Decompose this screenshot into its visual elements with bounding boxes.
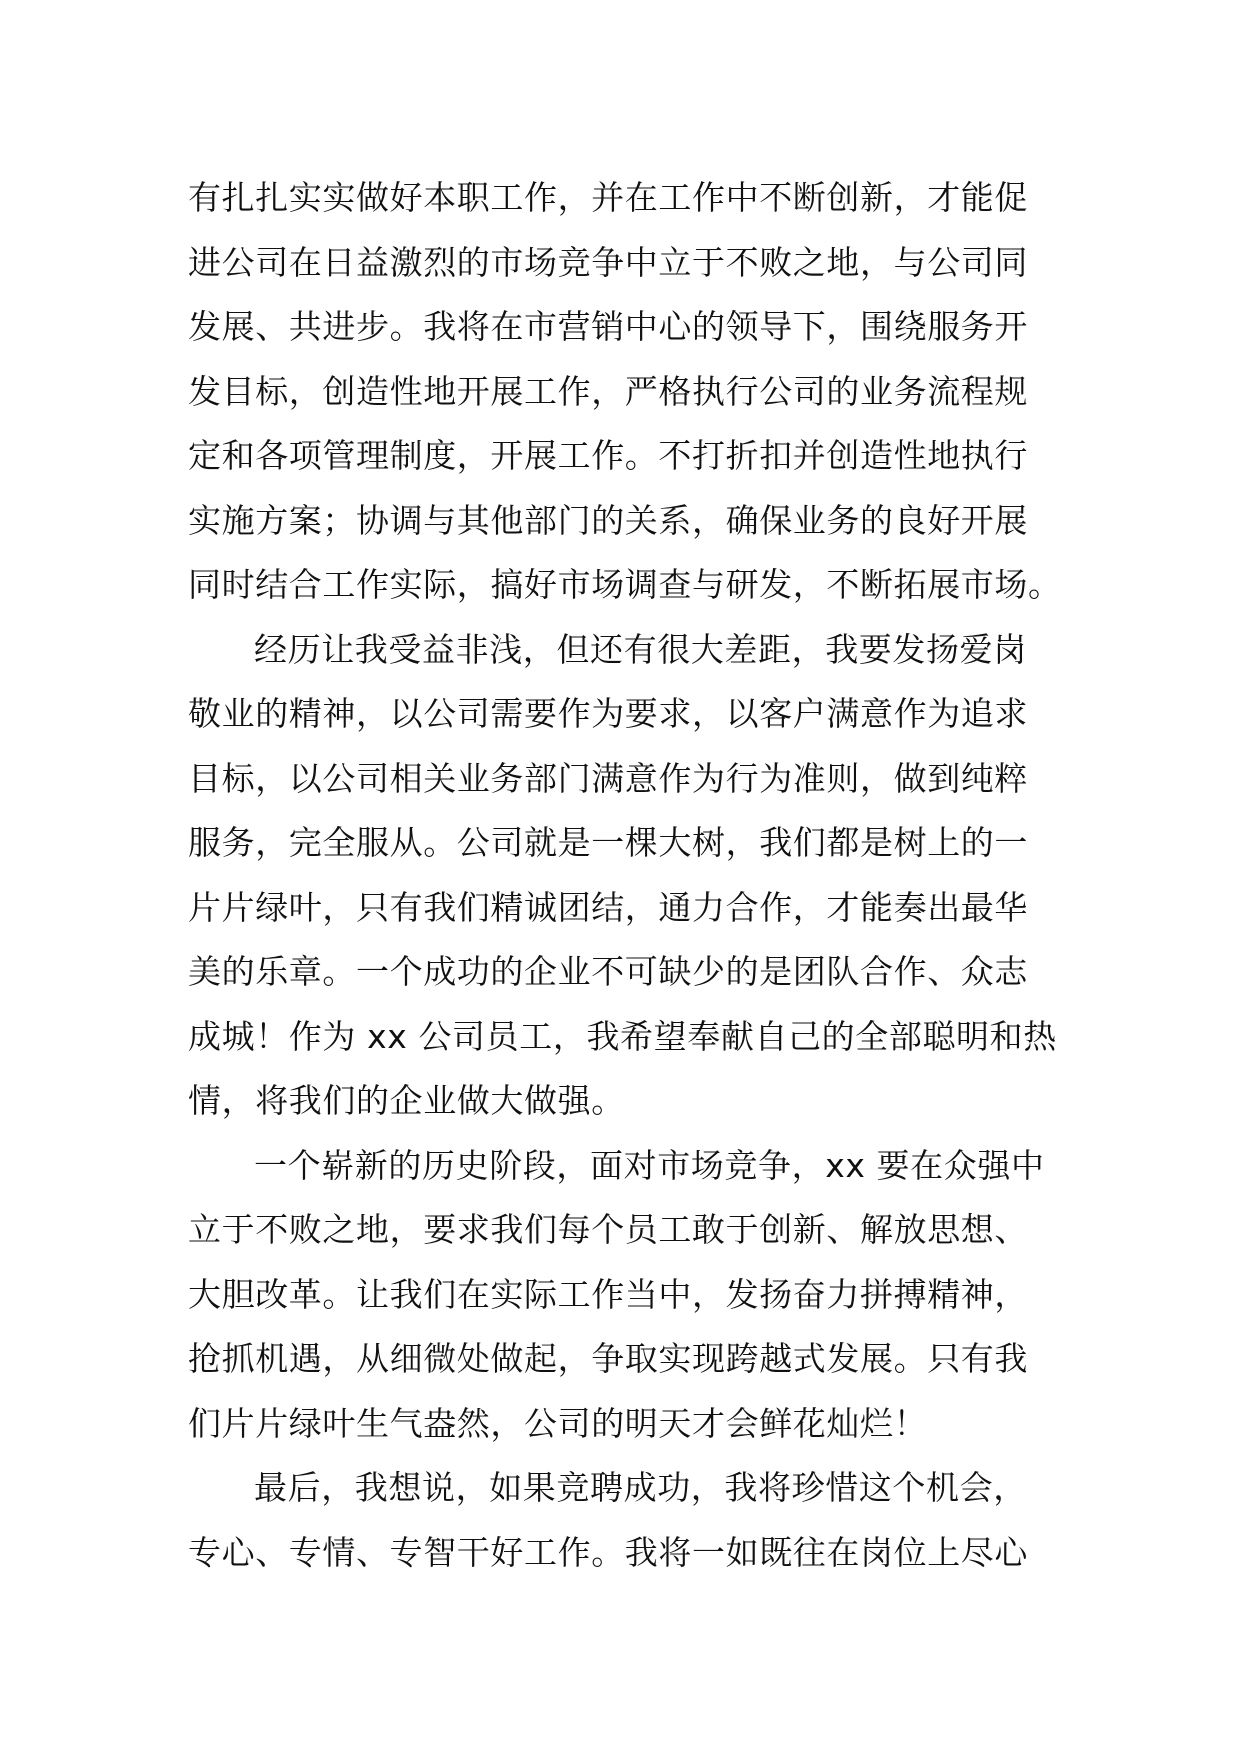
text-line: 们片片绿叶生气盎然，公司的明天才会鲜花灿烂！ — [188, 1403, 928, 1443]
text-line: 进公司在日益激烈的市场竞争中立于不败之地，与公司同 — [188, 242, 1028, 282]
paragraph-first-line: 经历让我受益非浅，但还有很大差距，我要发扬爱岗 — [254, 629, 1027, 669]
text-line: 目标，以公司相关业务部门满意作为行为准则，做到纯粹 — [188, 758, 1028, 798]
text-line: 有扎扎实实做好本职工作，并在工作中不断创新，才能促 — [188, 178, 1028, 217]
text-line: 美的乐章。一个成功的企业不可缺少的是团队合作、众志 — [188, 952, 1028, 991]
text-line: 情，将我们的企业做大做强。 — [188, 1081, 625, 1120]
text-line: 专心、专情、专智干好工作。我将一如既往在岗位上尽心 — [188, 1532, 1028, 1572]
paragraph-first-line: 最后，我想说，如果竞聘成功，我将珍惜这个机会， — [254, 1468, 1027, 1507]
text-line: 抢抓机遇，从细微处做起，争取实现跨越式发展。只有我 — [188, 1339, 1028, 1378]
text-line: 立于不败之地，要求我们每个员工敢于创新、解放思想、 — [188, 1210, 1028, 1249]
text-line: 大胆改革。让我们在实际工作当中，发扬奋力拼搏精神， — [188, 1274, 1028, 1314]
text-line: 服务，完全服从。公司就是一棵大树，我们都是树上的一 — [188, 823, 1028, 862]
text-line: 实施方案；协调与其他部门的关系，确保业务的良好开展 — [188, 500, 1028, 540]
text-line: 发展、共进步。我将在市营销中心的领导下，围绕服务开 — [188, 307, 1028, 346]
paragraph-first-line: 一个崭新的历史阶段，面对市场竞争，xx 要在众强中 — [254, 1145, 1045, 1185]
text-line: 片片绿叶，只有我们精诚团结，通力合作，才能奏出最华 — [188, 887, 1028, 927]
text-line: 敬业的精神，以公司需要作为要求，以客户满意作为追求 — [188, 694, 1028, 733]
text-line: 同时结合工作实际，搞好市场调查与研发，不断拓展市场。 — [188, 565, 1062, 604]
text-line: 成城！作为 xx 公司员工，我希望奉献自己的全部聪明和热 — [188, 1016, 1057, 1056]
text-line: 发目标，创造性地开展工作，严格执行公司的业务流程规 — [188, 371, 1028, 411]
text-line: 定和各项管理制度，开展工作。不打折扣并创造性地执行 — [188, 436, 1028, 475]
body-text — [188, 166, 1062, 1585]
